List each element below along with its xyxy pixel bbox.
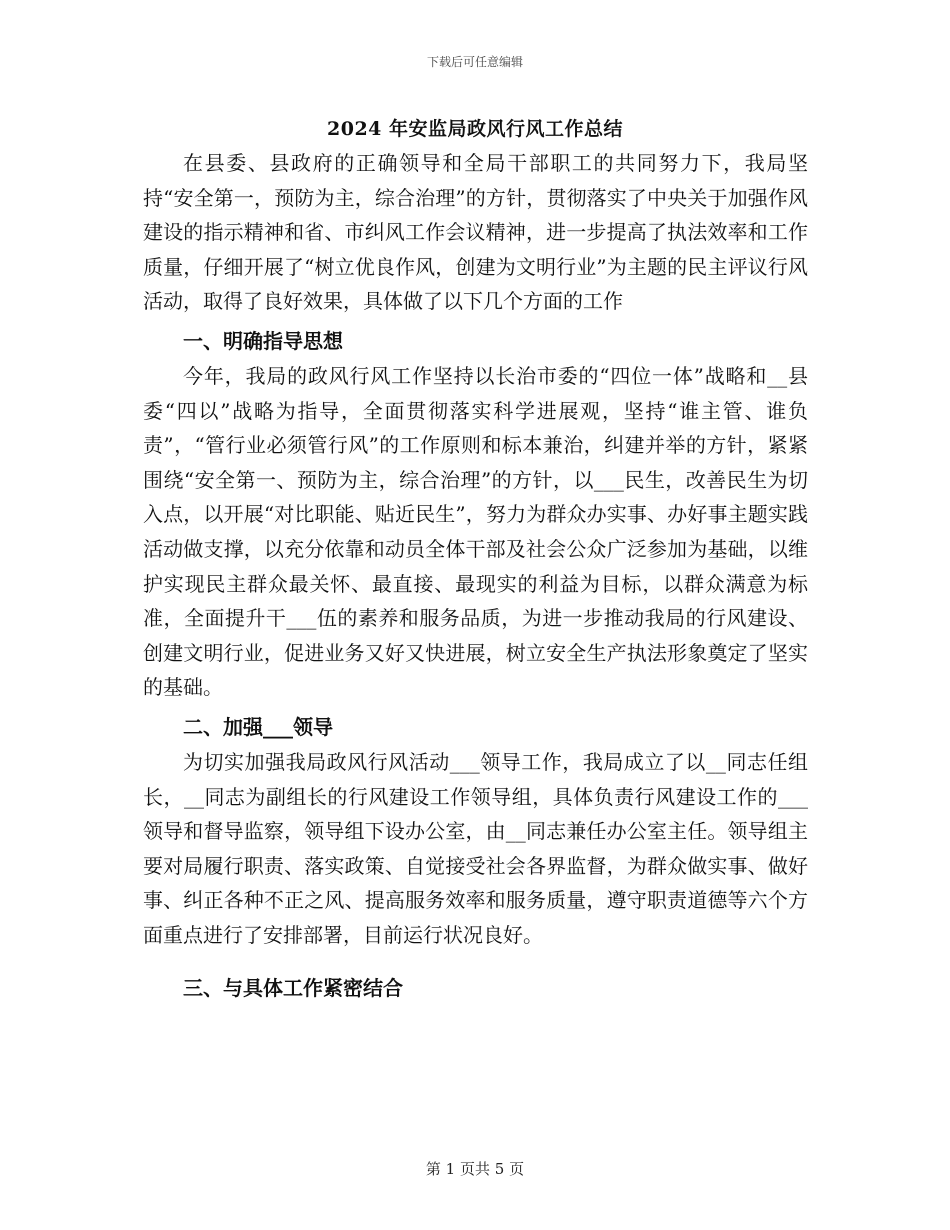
document-body (143, 146, 808, 1006)
section-body-2: 为切实加强我局政风行风活动___领导工作，我局成立了以__同志任组长，__同志为副组长的行风建设工作领导组，具体负责行风建设工作的___领导和督导监察，领导组下设办公室，由__同志兼任办公室主任。领导组主要对局履行职责、落实政策、自觉接受社会各界监督，为群众做实事、做好事、纠正各种不正之风、提高服务效率和服务质量，遵守职责道德等六个方面重点进行了安排部署，目前运行状况良好。 (143, 749, 808, 947)
page-header-note: 下载后可任意编辑 (426, 55, 523, 69)
section-heading-1: 一、明确指导思想 (183, 328, 343, 353)
document-title: 2024 年安监局政风行风工作总结 (327, 118, 623, 140)
page-footer: 第 1 页共 5 页 (425, 1160, 525, 1178)
section-heading-2: 二、加强___领导 (183, 714, 333, 739)
section-heading-3: 三、与具体工作紧密结合 (183, 976, 403, 1001)
intro-paragraph: 在县委、县政府的正确领导和全局干部职工的共同努力下，我局坚持“安全第一，预防为主，综合治理”的方针，贯彻落实了中央关于加强作风建设的指示精神和省、市纠风工作会议精神，进一步提高了执法效率和工作质量，仔细开展了“树立优良作风，创建为文明行业”为主题的民主评议行风活动，取得了良好效果，具体做了以下几个方面的工作 (143, 151, 808, 314)
section-body-1: 今年，我局的政风行风工作坚持以长治市委的“四位一体”战略和__县委“四以”战略为指导，全面贯彻落实科学进展观，坚持“谁主管、谁负责”，“管行业必须管行风”的工作原则和标本兼治，纠建并举的方针，紧紧围绕“安全第一、预防为主，综合治理”的方针，以___民生，改善民生为切入点，以开展“对比职能、贴近民生”，努力为群众办实事、办好事主题实践活动做支撑，以充分依靠和动员全体干部及社会公众广泛参加为基础，以维护实现民主群众最关怀、最直接、最现实的利益为目标，以群众满意为标准，全面提升干___伍的素养和服务品质，为进一步推动我局的行风建设、创建文明行业，促进业务又好又快进展，树立安全生产执法形象奠定了坚实的基础。 (143, 363, 808, 700)
